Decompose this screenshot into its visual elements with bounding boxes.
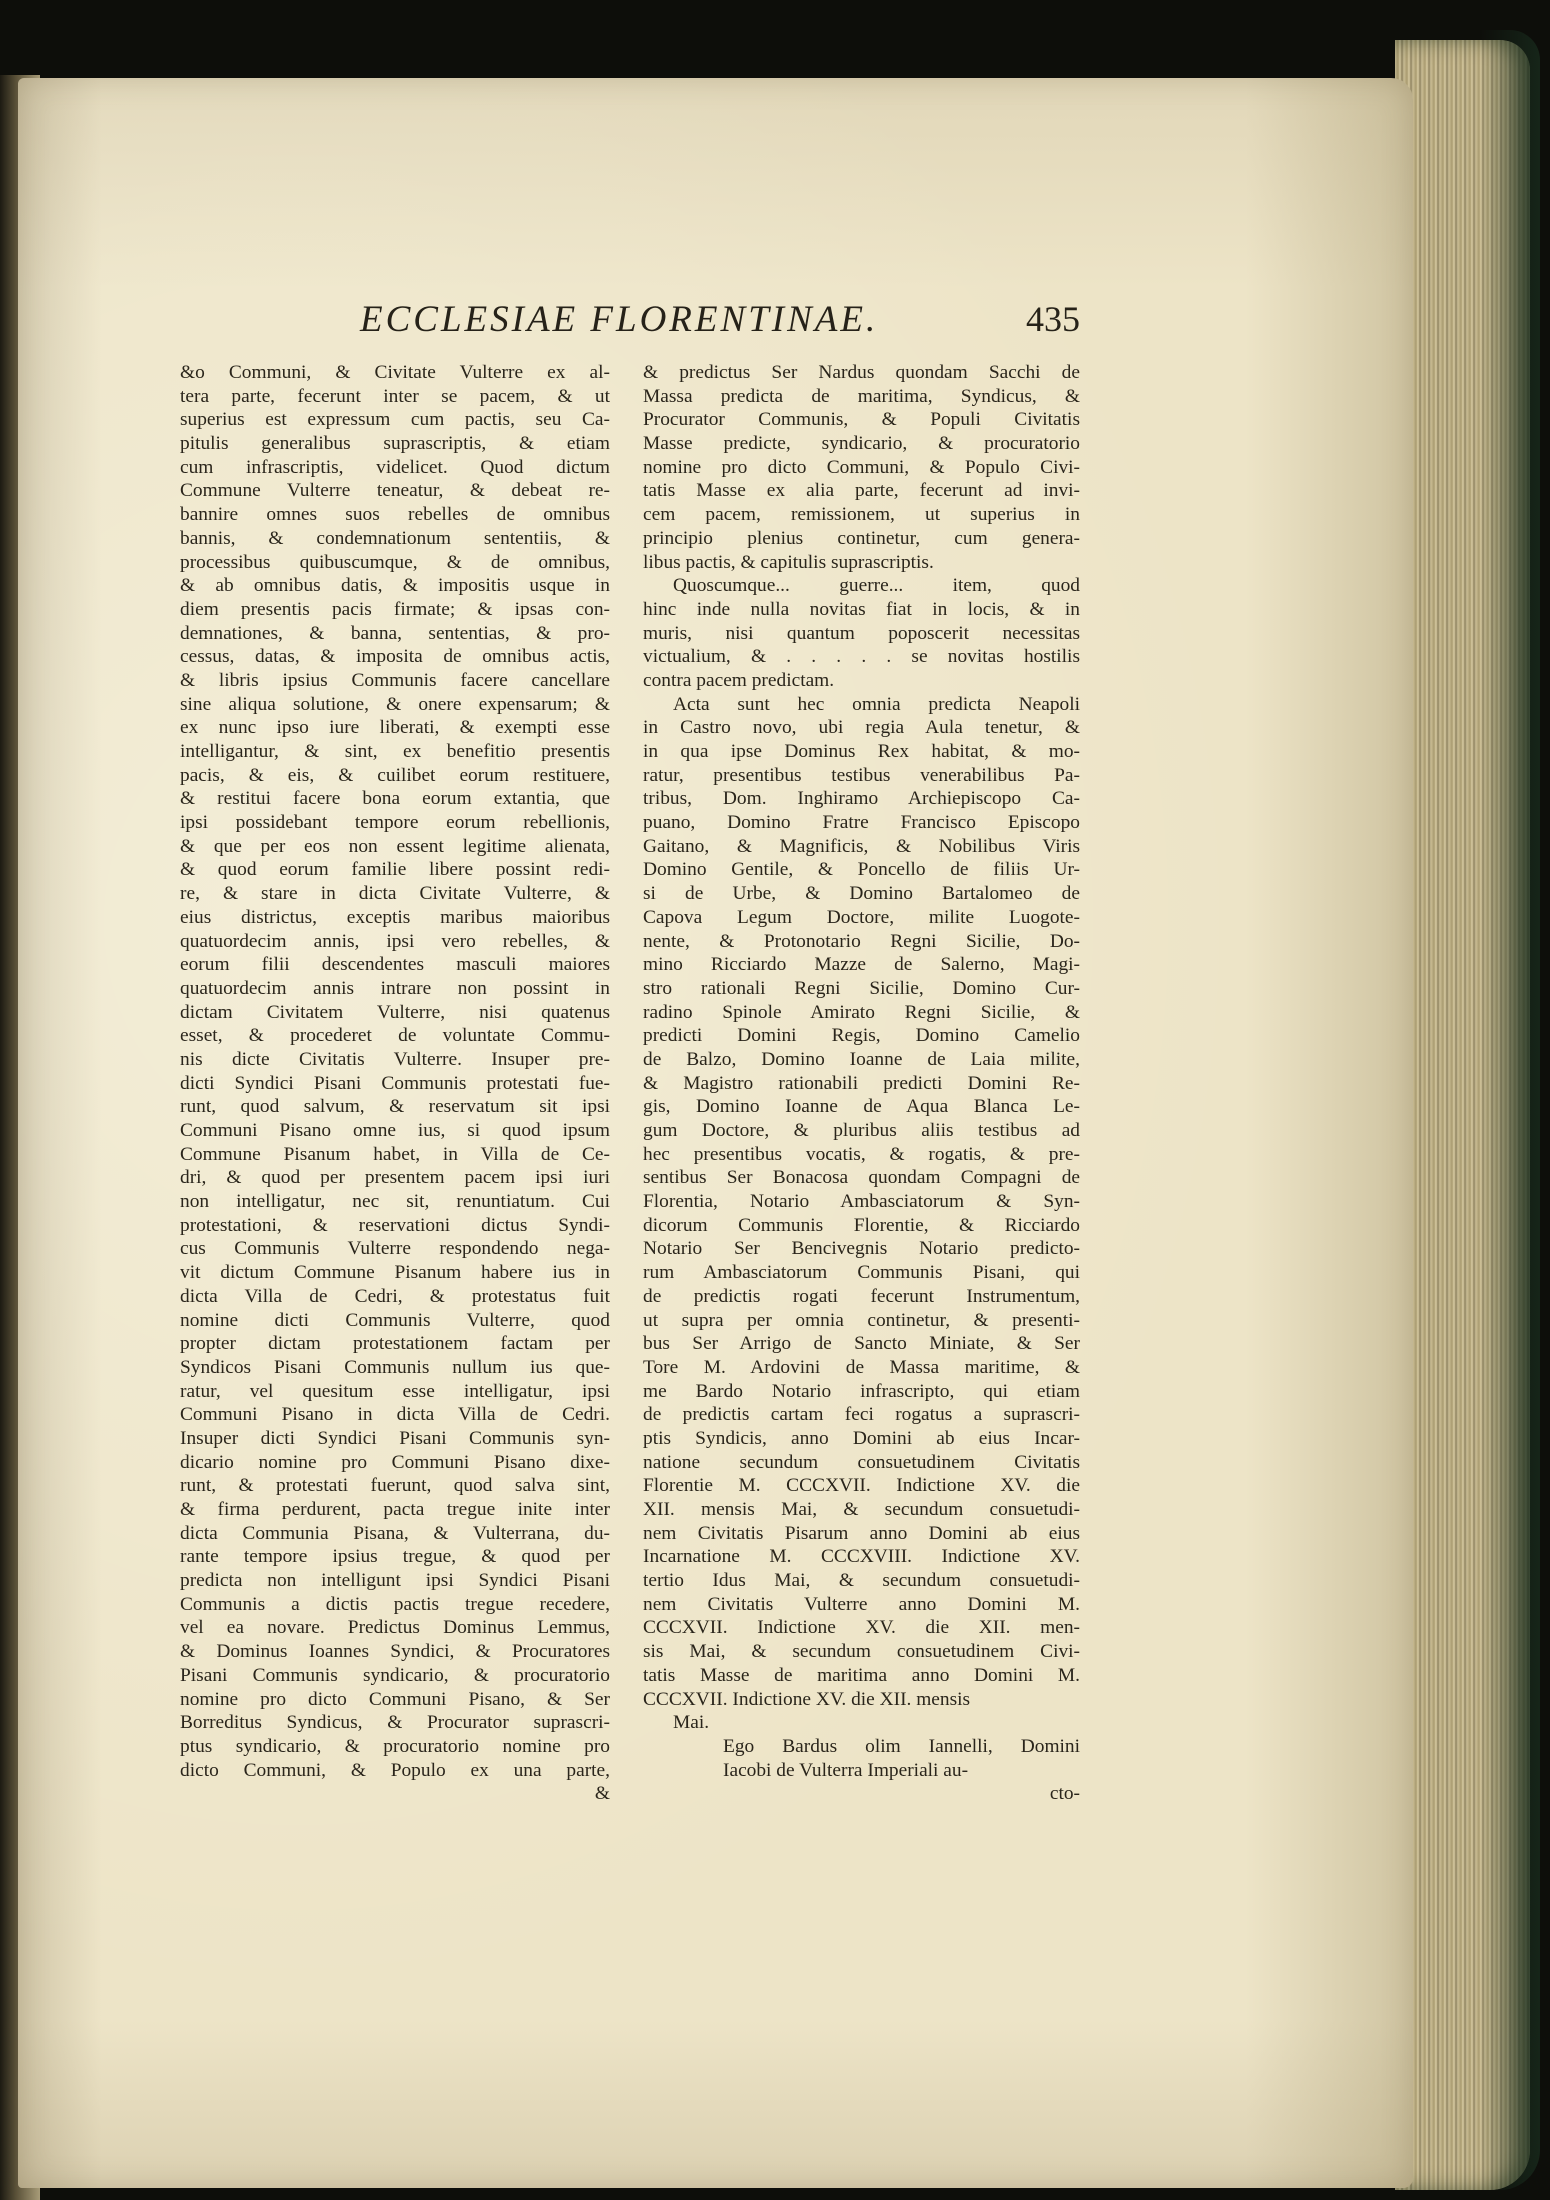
text-line: Communi Pisano in dicta Villa de Cedri.: [180, 1404, 610, 1426]
text-line: ptis Syndicis, anno Domini ab eius Incar-: [643, 1427, 1080, 1449]
text-line: radino Spinole Amirato Regni Sicilie, &: [643, 1001, 1080, 1023]
text-line: de predictis rogati fecerunt Instrumentum,: [643, 1285, 1080, 1307]
page-header: [360, 298, 1080, 348]
text-line: nomine pro dicto Communi Pisano, & Ser: [180, 1688, 610, 1710]
text-line: intelligantur, & sint, ex benefitio presentis: [180, 741, 610, 762]
text-line: nis dicte Civitatis Vulterre. Insuper pre-: [180, 1048, 610, 1070]
text-line: Domino Gentile, & Poncello de filiis Ur-: [643, 859, 1080, 881]
text-line: runt, quod salvum, & reservatum sit ipsi: [180, 1096, 610, 1118]
text-line: Ego Bardus olim Iannelli, Domini: [723, 1735, 1080, 1757]
text-line: Syndicos Pisani Communis nullum ius que-: [180, 1356, 610, 1378]
text-line: Acta sunt hec omnia predicta Neapoli: [673, 693, 1080, 715]
text-line: & ab omnibus datis, & impositis usque in: [180, 575, 610, 597]
text-line: ut supra per omnia continetur, & presenti-: [643, 1309, 1080, 1331]
text-line: quatuordecim annis, ipsi vero rebelles, &: [180, 930, 610, 952]
text-line: runt, & protestati fuerunt, quod salva sint,: [180, 1475, 610, 1497]
text-line: protestationi, & reservationi dictus Syndi-: [180, 1214, 610, 1236]
text-line: processibus quibuscumque, & de omnibus,: [180, 551, 610, 573]
text-line: ratur, vel quesitum esse intelligatur, ipsi: [180, 1380, 610, 1402]
text-line: propter dictam protestationem factam per: [180, 1333, 610, 1355]
text-line: Massa predicta de maritima, Syndicus, &: [643, 385, 1080, 407]
left-text-column: [180, 361, 610, 1806]
text-line: predicti Domini Regis, Domino Camelio: [643, 1025, 1080, 1047]
text-line: hec presentibus vocatis, & rogatis, & pre-: [643, 1143, 1080, 1165]
text-line: & quod eorum familie libere possint redi-: [180, 859, 610, 881]
text-line: natione secundum consuetudinem Civitatis: [643, 1451, 1080, 1473]
right-text-column: [643, 361, 1080, 1806]
text-line: sine aliqua solutione, & onere expensarum; &: [180, 693, 610, 715]
text-line: dicto Communi, & Populo ex una parte,: [180, 1759, 610, 1781]
text-line: & que per eos non essent legitime alienata,: [180, 835, 610, 857]
text-line: principio plenius continetur, cum genera-: [643, 527, 1080, 549]
text-line: nente, & Protonotario Regni Sicilie, Do-: [643, 930, 1080, 952]
text-line: quatuordecim annis intrare non possint in: [180, 977, 610, 999]
text-line: eius districtus, exceptis maribus maioribus: [180, 906, 610, 928]
text-line: demnationes, & banna, sententias, & pro-: [180, 622, 610, 644]
text-line: muris, nisi quantum poposcerit necessitas: [643, 622, 1080, 644]
text-line: XII. mensis Mai, & secundum consuetudi-: [643, 1499, 1080, 1520]
text-line: rum Ambasciatorum Communis Pisani, qui: [643, 1262, 1080, 1284]
text-line: Commune Vulterre teneatur, & debeat re-: [180, 480, 610, 502]
text-line: ptus syndicario, & procuratorio nomine pro: [180, 1735, 610, 1757]
text-line: bannire omnes suos rebelles de omnibus: [180, 504, 610, 526]
text-line: Quoscumque... guerre... item, quod: [673, 575, 1080, 597]
text-line: Commune Pisanum habet, in Villa de Ce-: [180, 1143, 610, 1165]
text-line: eorum filii descendentes masculi maiores: [180, 954, 610, 976]
text-line: Mai.: [673, 1712, 710, 1734]
text-line: cto-: [1049, 1783, 1080, 1805]
text-line: dictam Civitatem Vulterre, nisi quatenus: [180, 1001, 610, 1023]
text-line: &o Communi, & Civitate Vulterre ex al-: [180, 362, 610, 383]
text-line: bannis, & condemnationum sententiis, &: [180, 527, 610, 549]
text-line: contra pacem predictam.: [643, 669, 835, 691]
text-line: rante tempore ipsius tregue, & quod per: [180, 1546, 610, 1568]
text-line: diem presentis pacis firmate; & ipsas con-: [180, 598, 610, 620]
text-line: esset, & procederet de voluntate Commu-: [180, 1025, 610, 1047]
text-line: Procurator Communis, & Populi Civitatis: [643, 409, 1080, 431]
text-line: cem pacem, remissionem, ut superius in: [643, 504, 1080, 526]
text-line: CCCXVII. Indictione XV. die XII. mensis: [643, 1688, 971, 1710]
text-line: nem Civitatis Pisarum anno Domini ab eius: [643, 1522, 1080, 1544]
text-line: victualium, & . . . . . se novitas hostilis: [643, 646, 1080, 668]
text-line: me Bardo Notario infrascripto, qui etiam: [643, 1380, 1080, 1402]
text-line: bus Ser Arrigo de Sancto Miniate, & Ser: [643, 1333, 1080, 1355]
text-line: sentibus Ser Bonacosa quondam Compagni de: [643, 1167, 1080, 1189]
text-line: dicta Villa de Cedri, & protestatus fuit: [180, 1285, 610, 1307]
text-line: Capova Legum Doctore, milite Luogote-: [643, 906, 1080, 928]
text-line: CCCXVII. Indictione XV. die XII. men-: [643, 1617, 1080, 1639]
text-line: & firma perdurent, pacta tregue inite inter: [180, 1499, 610, 1520]
text-line: non intelligatur, nec sit, renuntiatum. Cui: [180, 1191, 610, 1213]
text-line: tribus, Dom. Inghiramo Archiepiscopo Ca-: [643, 788, 1080, 810]
text-line: si de Urbe, & Domino Bartalomeo de: [643, 883, 1080, 905]
text-line: vel ea novare. Predictus Dominus Lemmus,: [180, 1617, 610, 1639]
running-title: ECCLESIAE FLORENTINAE.: [360, 299, 879, 340]
text-line: de predictis cartam feci rogatus a suprascri-: [643, 1404, 1080, 1426]
text-line: vit dictum Commune Pisanum habere ius in: [180, 1262, 610, 1284]
text-line: Communis a dictis pactis tregue recedere,: [180, 1593, 610, 1615]
text-line: tera parte, fecerunt inter se pacem, & ut: [180, 385, 610, 407]
text-line: tatis Masse ex alia parte, fecerunt ad invi-: [643, 480, 1080, 502]
text-line: Incarnatione M. CCCXVIII. Indictione XV.: [643, 1546, 1080, 1568]
text-line: tertio Idus Mai, & secundum consuetudi-: [643, 1570, 1080, 1592]
text-line: & libris ipsius Communis facere cancellare: [180, 669, 610, 691]
cover-shadow: [1480, 30, 1540, 2190]
text-line: cessus, datas, & imposita de omnibus actis,: [180, 646, 610, 668]
text-line: puano, Domino Fratre Francisco Episcopo: [643, 812, 1080, 834]
text-line: Tore M. Ardovini de Massa maritime, &: [643, 1356, 1080, 1378]
text-line: Insuper dicti Syndici Pisani Communis syn-: [180, 1427, 610, 1449]
text-line: predicta non intelligunt ipsi Syndici Pisani: [180, 1570, 610, 1592]
text-line: gis, Domino Ioanne de Aqua Blanca Le-: [643, 1096, 1080, 1118]
text-line: &: [594, 1783, 610, 1805]
text-line: nem Civitatis Vulterre anno Domini M.: [643, 1593, 1080, 1615]
text-line: Masse predicte, syndicario, & procuratorio: [643, 433, 1080, 455]
text-line: mino Ricciardo Mazze de Salerno, Magi-: [643, 954, 1080, 976]
text-line: Borreditus Syndicus, & Procurator suprascri-: [180, 1712, 610, 1734]
page-number: 435: [1026, 299, 1080, 339]
text-line: dicario nomine pro Communi Pisano dixe-: [180, 1451, 610, 1473]
text-line: Iacobi de Vulterra Imperiali au-: [723, 1759, 969, 1781]
text-line: tatis Masse de maritima anno Domini M.: [643, 1664, 1080, 1686]
text-line: Gaitano, & Magnificis, & Nobilibus Viris: [643, 835, 1080, 857]
text-line: dicorum Communis Florentie, & Ricciardo: [643, 1214, 1080, 1236]
text-line: libus pactis, & capitulis suprascriptis.: [643, 551, 934, 573]
text-line: sis Mai, & secundum consuetudinem Civi-: [643, 1641, 1080, 1663]
text-line: in Castro novo, ubi regia Aula tenetur, &: [643, 717, 1080, 739]
text-line: dicta Communia Pisana, & Vulterrana, du-: [180, 1522, 610, 1544]
text-line: re, & stare in dicta Civitate Vulterre, &: [180, 883, 610, 905]
text-line: de Balzo, Domino Ioanne de Laia milite,: [643, 1048, 1080, 1070]
text-line: pitulis generalibus suprascriptis, & etiam: [180, 433, 610, 455]
text-line: stro rationali Regni Sicilie, Domino Cur-: [643, 977, 1080, 999]
text-line: dicti Syndici Pisani Communis protestati fue-: [180, 1072, 610, 1094]
text-line: ipsi possidebant tempore eorum rebellionis,: [180, 812, 610, 834]
text-line: ratur, presentibus testibus venerabilibus Pa-: [643, 764, 1080, 786]
text-line: & Dominus Ioannes Syndici, & Procuratores: [180, 1641, 610, 1663]
text-line: cum infrascriptis, videlicet. Quod dictum: [180, 456, 610, 478]
text-line: ex nunc ipso iure liberati, & exempti esse: [180, 717, 610, 739]
text-line: Florentie M. CCCXVII. Indictione XV. die: [643, 1475, 1080, 1497]
text-line: hinc inde nulla novitas fiat in locis, & in: [643, 598, 1080, 620]
text-line: nomine dicti Communis Vulterre, quod: [180, 1309, 610, 1331]
text-line: nomine pro dicto Communi, & Populo Civi-: [643, 456, 1080, 478]
text-line: & restitui facere bona eorum extantia, que: [180, 788, 610, 810]
text-line: gum Doctore, & pluribus aliis testibus ad: [643, 1120, 1080, 1141]
text-line: & Magistro rationabili predicti Domini Re-: [643, 1072, 1080, 1094]
text-line: Communi Pisano omne ius, si quod ipsum: [180, 1120, 610, 1141]
text-line: Pisani Communis syndicario, & procuratorio: [180, 1664, 610, 1686]
text-line: pacis, & eis, & cuilibet eorum restituere,: [180, 764, 610, 786]
text-line: & predictus Ser Nardus quondam Sacchi de: [643, 362, 1080, 383]
text-line: dri, & quod per presentem pacem ipsi iuri: [180, 1167, 610, 1189]
text-line: Florentia, Notario Ambasciatorum & Syn-: [643, 1191, 1080, 1213]
text-line: cus Communis Vulterre respondendo nega-: [180, 1238, 610, 1260]
text-line: superius est expressum cum pactis, seu Ca-: [180, 409, 610, 431]
text-line: Notario Ser Bencivegnis Notario predicto-: [643, 1238, 1080, 1260]
text-line: in qua ipse Dominus Rex habitat, & mo-: [643, 741, 1080, 762]
